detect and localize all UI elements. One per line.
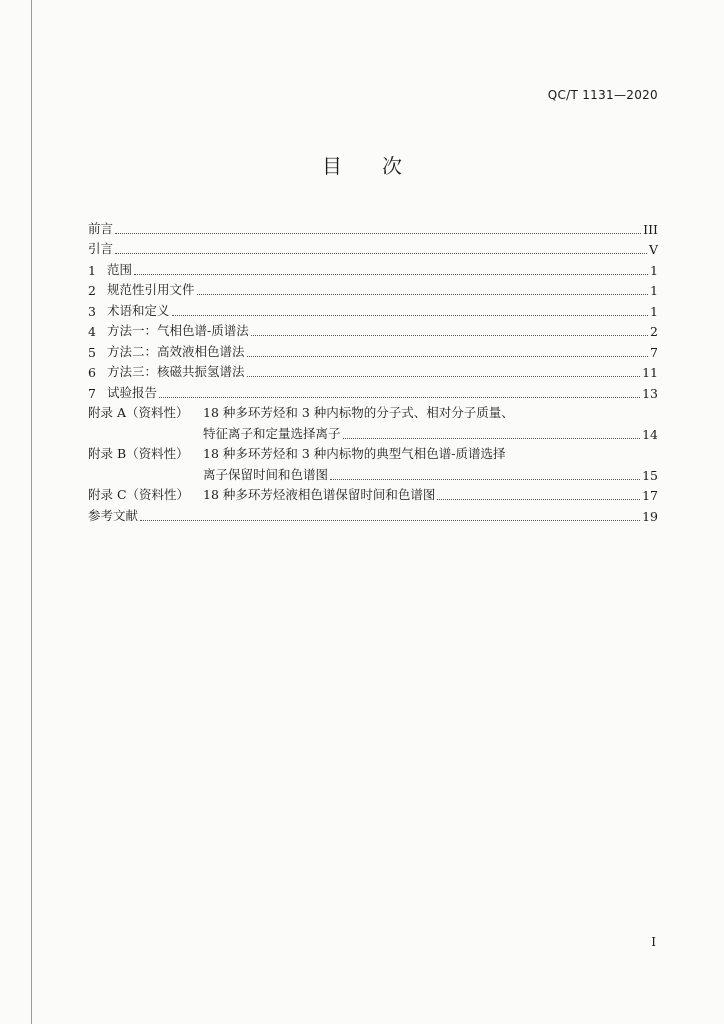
leader-dots — [134, 273, 648, 275]
toc-page-number: 19 — [642, 508, 658, 524]
toc-page-number: V — [648, 242, 658, 257]
leader-dots — [115, 232, 641, 234]
toc-entry-appendix-a-continued[interactable]: 特征离子和定量选择离子 14 — [203, 425, 658, 442]
toc-entry-appendix-a[interactable]: 附录 A（资料性） 18 种多环芳烃和 3 种内标物的分子式、相对分子质量、 — [88, 405, 514, 420]
toc-entry-section-1[interactable]: 1 范围 1 — [88, 261, 658, 278]
appendix-prefix: 附录 C（资料性） — [88, 487, 190, 502]
toc-page-number: 7 — [650, 344, 658, 360]
section-number: 7 — [88, 385, 96, 401]
leader-dots — [343, 437, 641, 439]
leader-dots — [247, 355, 648, 357]
document-code: QC/T 1131—2020 — [547, 88, 658, 102]
toc-entry-section-3[interactable]: 3 术语和定义 1 — [88, 302, 658, 319]
toc-entry-references[interactable]: 参考文献 19 — [88, 507, 658, 524]
section-number: 3 — [88, 303, 96, 319]
leader-dots — [140, 519, 640, 521]
toc-page-number: 11 — [642, 365, 658, 380]
toc-entry-section-5[interactable]: 5 方法二：高效液相色谱法 7 — [88, 343, 658, 360]
toc-page-number: 1 — [650, 283, 658, 298]
toc-entry-section-6[interactable]: 6 方法三：核磁共振氢谱法 11 — [88, 364, 658, 380]
toc-page-number: 1 — [650, 303, 658, 319]
leader-dots — [330, 478, 640, 480]
leader-dots — [251, 334, 648, 336]
page-title — [0, 150, 724, 179]
toc-page-number: 17 — [642, 488, 658, 503]
leader-dots — [172, 314, 648, 316]
toc-page-number: 1 — [650, 262, 658, 278]
toc-entry-intro[interactable]: 引言 V — [88, 241, 658, 257]
toc-entry-appendix-b-continued[interactable]: 离子保留时间和色谱图 15 — [203, 466, 658, 483]
leader-dots — [115, 252, 647, 254]
appendix-prefix: 附录 A（资料性） — [88, 405, 189, 420]
toc-page-number: III — [643, 221, 658, 237]
leader-dots — [437, 498, 640, 500]
title-char-1: 目 — [322, 154, 342, 178]
toc-entry-section-4[interactable]: 4 方法一：气相色谱-质谱法 2 — [88, 323, 658, 339]
leader-dots — [197, 293, 648, 295]
section-number: 2 — [88, 283, 96, 298]
section-number: 1 — [88, 262, 96, 278]
toc-entry-section-2[interactable]: 2 规范性引用文件 1 — [88, 282, 658, 298]
appendix-prefix: 附录 B（资料性） — [88, 446, 189, 461]
leader-dots — [247, 375, 641, 377]
table-of-contents — [88, 216, 658, 524]
title-char-2: 次 — [382, 154, 402, 178]
leader-dots — [159, 396, 640, 398]
page-folio: I — [651, 935, 656, 949]
toc-page-number: 2 — [650, 324, 658, 339]
toc-entry-foreword[interactable]: 前言 III — [88, 220, 658, 237]
toc-entry-section-7[interactable]: 7 试验报告 13 — [88, 384, 658, 401]
section-number: 5 — [88, 344, 96, 360]
toc-entry-appendix-b[interactable]: 附录 B（资料性） 18 种多环芳烃和 3 种内标物的典型气相色谱-质谱选择 — [88, 446, 506, 461]
toc-entry-appendix-c[interactable]: 附录 C（资料性） 18 种多环芳烃液相色谱保留时间和色谱图 17 — [88, 487, 658, 503]
section-number: 6 — [88, 365, 96, 380]
toc-page-number: 13 — [642, 385, 658, 401]
section-number: 4 — [88, 324, 96, 339]
toc-page-number: 14 — [642, 426, 658, 442]
toc-page-number: 15 — [642, 467, 658, 483]
